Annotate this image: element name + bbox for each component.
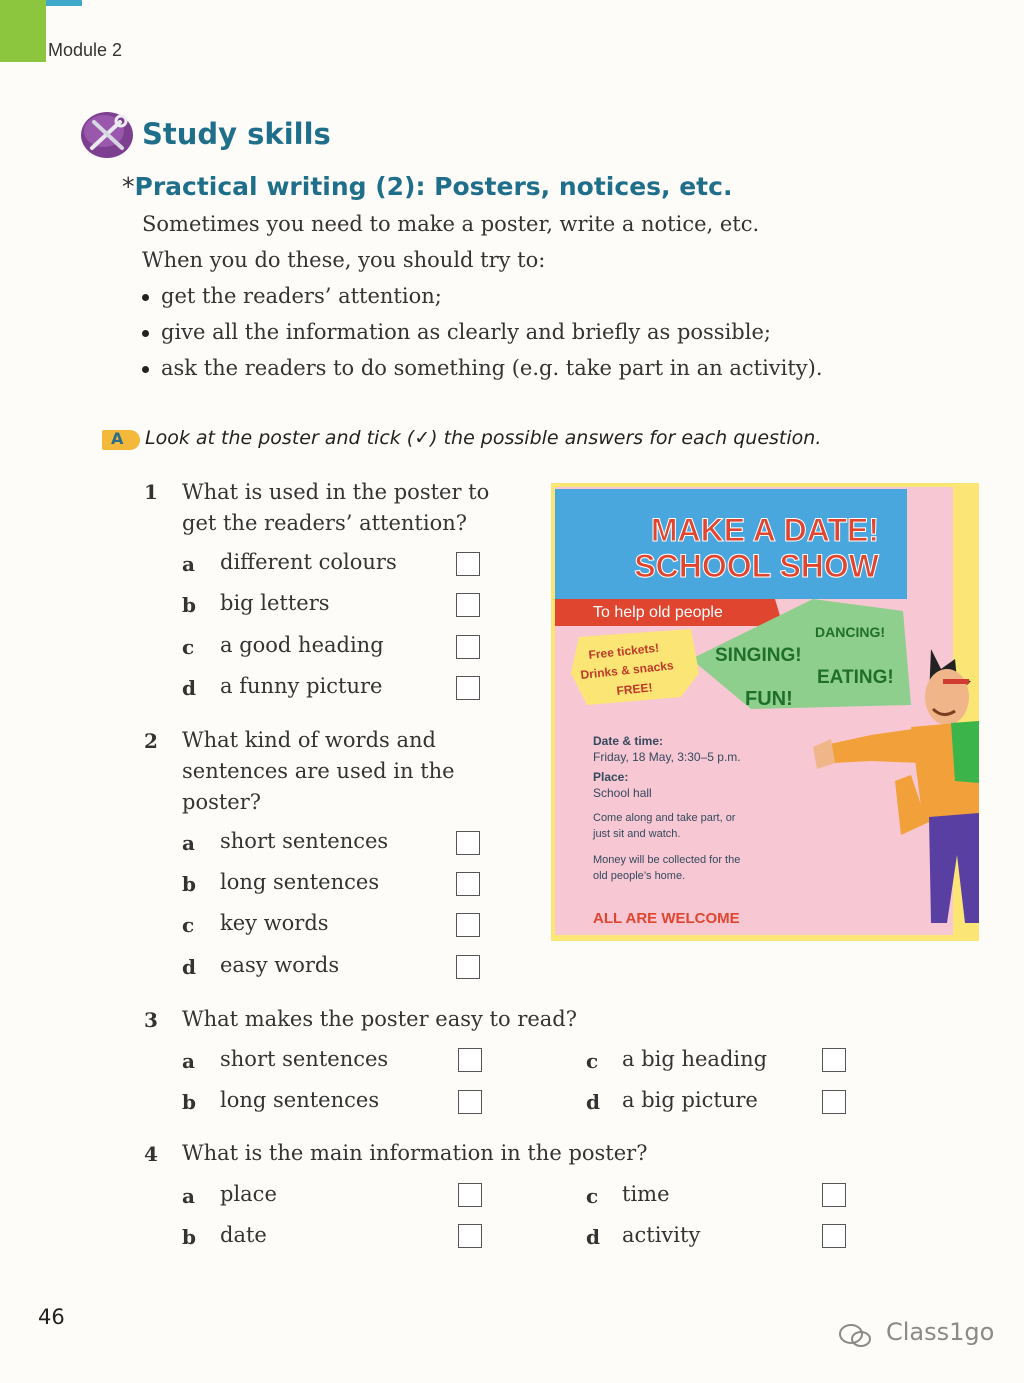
answer-checkbox[interactable]	[456, 955, 480, 979]
question-number: 1	[144, 480, 158, 504]
poster-heading-2: SCHOOL SHOW	[634, 548, 879, 584]
option-text: a big heading	[622, 1047, 768, 1071]
option-letter: c	[182, 635, 195, 659]
question-text: What is used in the poster to get the readers’ attention?	[182, 480, 490, 535]
option-letter: b	[182, 1090, 196, 1114]
answer-checkbox[interactable]	[822, 1048, 846, 1072]
option-letter: d	[586, 1090, 600, 1114]
answer-checkbox[interactable]	[458, 1090, 482, 1114]
question-number: 4	[144, 1142, 158, 1166]
answer-checkbox[interactable]	[822, 1090, 846, 1114]
activity-badge: A	[102, 430, 140, 450]
chat-icon	[838, 1322, 872, 1350]
poster-singing: SINGING!	[715, 645, 802, 666]
tools-icon	[80, 110, 134, 160]
intro-line-2: When you do these, you should try to:	[142, 248, 546, 272]
answer-checkbox[interactable]	[456, 593, 480, 617]
answer-checkbox[interactable]	[458, 1183, 482, 1207]
answer-checkbox[interactable]	[456, 635, 480, 659]
poster-free-3: FREE!	[615, 680, 654, 698]
poster-welcome: ALL ARE WELCOME	[593, 910, 740, 927]
option-letter: c	[182, 913, 195, 937]
option-letter: c	[586, 1184, 599, 1208]
answer-checkbox[interactable]	[456, 676, 480, 700]
option-letter: a	[182, 1184, 195, 1208]
corner-stripe	[46, 0, 82, 6]
answer-checkbox[interactable]	[456, 552, 480, 576]
poster-place-label: Place:	[593, 770, 629, 784]
option-letter: a	[182, 1049, 195, 1073]
poster-free-1: Free tickets!	[587, 640, 660, 662]
option-letter: d	[182, 676, 196, 700]
question-text: What kind of words and sentences are used in the poster?	[182, 728, 455, 814]
poster-date-value: Friday, 18 May, 3:30–5 p.m.	[593, 750, 741, 764]
answer-checkbox[interactable]	[822, 1224, 846, 1248]
poster-dancing: DANCING!	[815, 624, 885, 640]
option-letter: a	[182, 552, 195, 576]
subtitle-star: *	[122, 172, 135, 201]
question-text: What makes the poster easy to read?	[182, 1007, 578, 1031]
option-letter: c	[586, 1049, 599, 1073]
answer-checkbox[interactable]	[456, 913, 480, 937]
answer-checkbox[interactable]	[456, 831, 480, 855]
module-label: Module 2	[48, 40, 123, 60]
answer-checkbox[interactable]	[456, 872, 480, 896]
section-title: Study skills	[142, 117, 331, 151]
watermark: Class1go	[886, 1318, 995, 1346]
option-text: date	[220, 1223, 267, 1247]
option-text: big letters	[220, 591, 330, 615]
poster-place-value: School hall	[593, 786, 652, 800]
answer-checkbox[interactable]	[458, 1048, 482, 1072]
option-letter: b	[182, 1225, 196, 1249]
option-letter: b	[182, 872, 196, 896]
poster-date-label: Date & time:	[593, 734, 664, 748]
option-text: a funny picture	[220, 674, 383, 698]
poster-come-2: just sit and watch.	[593, 828, 681, 840]
school-show-poster	[551, 483, 979, 941]
option-text: short sentences	[220, 1047, 389, 1071]
subtitle	[122, 172, 732, 201]
answer-checkbox[interactable]	[458, 1224, 482, 1248]
option-letter: b	[182, 593, 196, 617]
option-text: time	[622, 1182, 670, 1206]
option-text: long sentences	[220, 870, 380, 894]
option-text: different colours	[220, 550, 397, 574]
poster-banner-text: To help old people	[593, 604, 723, 621]
poster-free-2: Drinks & snacks	[579, 658, 675, 682]
option-letter: d	[586, 1225, 600, 1249]
option-text: place	[220, 1182, 277, 1206]
poster-come-1: Come along and take part, or	[593, 812, 736, 824]
question-number: 3	[144, 1008, 158, 1032]
page-number: 46	[38, 1305, 65, 1329]
bullet-item: give all the information as clearly and briefly as possible;	[142, 320, 771, 344]
option-text: activity	[622, 1223, 701, 1247]
question-text: What is the main information in the poster?	[182, 1141, 648, 1165]
intro-line-1: Sometimes you need to make a poster, write a notice, etc.	[142, 212, 760, 236]
option-text: short sentences	[220, 829, 389, 853]
poster-fun: FUN!	[745, 688, 793, 710]
poster-money-2: old people’s home.	[593, 870, 686, 882]
subtitle-text: Practical writing (2): Posters, notices, etc.	[134, 172, 733, 201]
bullet-item: ask the readers to do something (e.g. take part in an activity).	[142, 356, 823, 380]
poster-eating: EATING!	[817, 667, 894, 688]
option-letter: a	[182, 831, 195, 855]
option-text: a good heading	[220, 633, 384, 657]
option-text: easy words	[220, 953, 340, 977]
poster-heading-1: MAKE A DATE!	[650, 512, 879, 548]
option-letter: d	[182, 955, 196, 979]
question-number: 2	[144, 729, 158, 753]
option-text: a big picture	[622, 1088, 758, 1112]
answer-checkbox[interactable]	[822, 1183, 846, 1207]
option-text: key words	[220, 911, 329, 935]
activity-instruction: Look at the poster and tick (✓) the possible answers for each question.	[145, 427, 822, 449]
option-text: long sentences	[220, 1088, 380, 1112]
poster-money-1: Money will be collected for the	[593, 854, 741, 866]
corner-tab	[0, 0, 46, 62]
bullet-item: get the readers’ attention;	[142, 284, 442, 308]
